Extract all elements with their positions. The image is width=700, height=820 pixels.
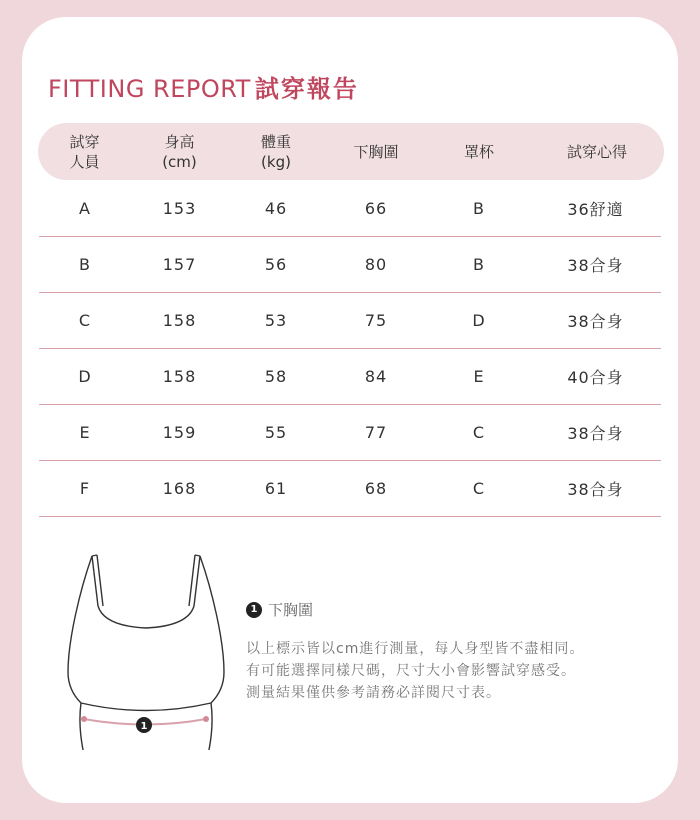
notes <box>246 638 666 704</box>
header-feedback: 試穿心得 <box>566 142 627 161</box>
cell-height: 153 <box>162 198 197 218</box>
legend <box>246 599 313 620</box>
table-row <box>39 292 661 349</box>
cell-weight: 61 <box>264 478 288 498</box>
cell-height: 157 <box>162 254 197 274</box>
cell-height: 159 <box>162 422 197 442</box>
header-weight: 體重 (kg) <box>260 132 291 171</box>
table-header <box>38 123 664 180</box>
cell-tester: C <box>78 310 92 330</box>
cell-underbust: 84 <box>364 366 388 386</box>
cell-tester: A <box>79 198 91 218</box>
cell-tester: E <box>79 422 91 442</box>
cell-feedback: 36舒適 <box>567 199 624 219</box>
cell-cup: D <box>472 310 486 330</box>
cell-underbust: 75 <box>364 310 388 330</box>
cell-feedback: 38合身 <box>567 311 624 331</box>
cell-weight: 58 <box>264 366 288 386</box>
cell-cup: C <box>472 422 486 442</box>
header-height: 身高 (cm) <box>162 132 197 171</box>
cell-feedback: 38合身 <box>567 255 624 275</box>
report-card <box>22 17 678 803</box>
cell-cup: B <box>473 198 485 218</box>
cell-height: 168 <box>162 478 197 498</box>
header-tester: 試穿 人員 <box>69 132 100 171</box>
table-row <box>39 404 661 461</box>
table-row <box>39 348 661 405</box>
legend-label: 下胸圍 <box>268 601 314 619</box>
legend-number-badge: 1 <box>246 602 262 618</box>
bra-top-outline-icon <box>64 550 234 750</box>
measure-marker: 1 <box>140 721 148 732</box>
cell-weight: 46 <box>264 198 288 218</box>
table-row <box>39 236 661 293</box>
cell-underbust: 66 <box>364 198 388 218</box>
table-row <box>39 180 661 237</box>
cell-height: 158 <box>162 310 197 330</box>
cell-height: 158 <box>162 366 197 386</box>
cell-feedback: 38合身 <box>567 423 624 443</box>
header-underbust: 下胸圍 <box>353 142 399 161</box>
title-en: FITTING REPORT <box>48 75 251 103</box>
cell-feedback: 38合身 <box>567 479 624 499</box>
table-row <box>39 460 661 517</box>
cell-cup: B <box>473 254 485 274</box>
cell-cup: C <box>472 478 486 498</box>
header-cup: 罩杯 <box>463 142 494 161</box>
cell-cup: E <box>473 366 485 386</box>
page-title <box>48 69 359 104</box>
cell-underbust: 80 <box>364 254 388 274</box>
cell-underbust: 77 <box>364 422 388 442</box>
note-line: 以上標示皆以cm進行測量，每人身型皆不盡相同。 <box>246 641 585 657</box>
note-line: 有可能選擇同樣尺碼，尺寸大小會影響試穿感受。 <box>246 663 576 679</box>
cell-weight: 55 <box>264 422 288 442</box>
cell-tester: D <box>78 366 92 386</box>
cell-tester: F <box>79 478 91 498</box>
cell-feedback: 40合身 <box>567 367 624 387</box>
cell-underbust: 68 <box>364 478 388 498</box>
cell-tester: B <box>79 254 91 274</box>
cell-weight: 53 <box>264 310 288 330</box>
title-zh: 試穿報告 <box>254 75 359 103</box>
note-line: 測量結果僅供參考請務必詳閱尺寸表。 <box>246 685 501 701</box>
cell-weight: 56 <box>264 254 288 274</box>
